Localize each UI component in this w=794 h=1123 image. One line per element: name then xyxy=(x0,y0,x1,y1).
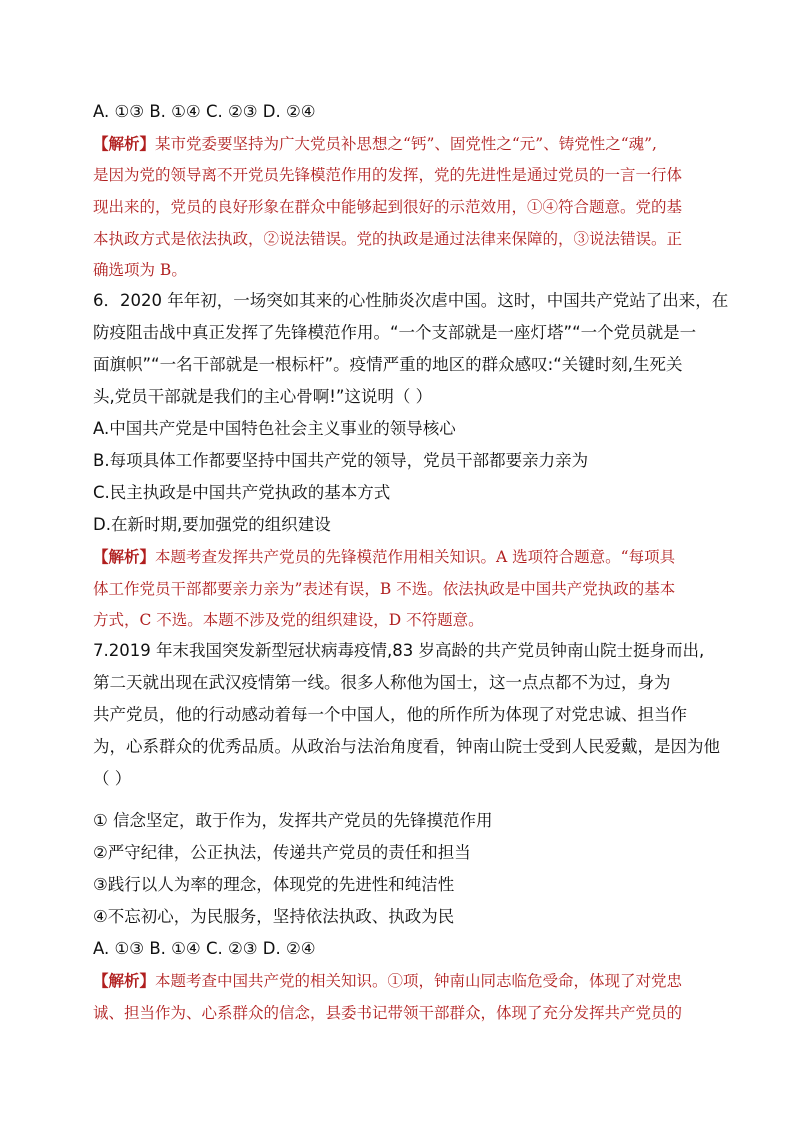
q6-option-b: B.每项具体工作都要坚持中国共产党的领导，党员干部都要亲力亲为 xyxy=(93,451,589,470)
q6-explanation-line-1 xyxy=(93,546,675,568)
q6-explanation-line-2: 体工作党员干部都要亲力亲为”表述有误，B 不选。依法执政是中国共产党执政的基本 xyxy=(93,580,676,598)
q7-item-2: ②严守纪律，公正执法，传递共产党员的责任和担当 xyxy=(93,843,471,862)
q6-stem-line-3: 面旗帜”“一名干部就是一根标杆”。疫情严重的地区的群众感叹:“关键时刻,生死关 xyxy=(93,355,683,374)
q7-item-3: ③践行以人为率的理念，体现党的先进性和纯洁性 xyxy=(93,875,455,894)
q7-stem-line-3: 共产党员，他的行动感动着每一个中国人，他的所作所为体现了对党忠诚、担当作 xyxy=(93,705,687,724)
q5-explanation-line-5: 确选项为 B。 xyxy=(93,261,187,279)
q7-options: A. ①③ B. ①④ C. ②③ D. ②④ xyxy=(93,939,316,958)
q5-explanation-line-4: 本执政方式是依法执政，②说法错误。党的执政是通过法律来保障的，③说法错误。正 xyxy=(93,230,683,248)
q5-explanation-line-3: 现出来的，党员的良好形象在群众中能够起到很好的示范效用，①④符合题意。党的基 xyxy=(93,198,683,216)
q5-options: A. ①③ B. ①④ C. ②③ D. ②④ xyxy=(93,102,316,121)
q6-option-a: A.中国共产党是中国特色社会主义事业的领导核心 xyxy=(93,419,456,438)
explanation-tag: 【解析】 xyxy=(93,971,156,990)
q6-stem-line-4: 头,党员干部就是我们的主心骨啊!”这说明（ ） xyxy=(93,387,433,406)
q7-explanation-line-2: 诚、担当作为、心系群众的信念，县委书记带领干部群众，体现了充分发挥共产党员的 xyxy=(93,1004,683,1022)
q6-stem-line-1: 6．2020 年年初，一场突如其来的心性肺炎次虐中国。这时，中国共产党站了出来，在 xyxy=(93,291,729,310)
explanation-text: 本题考查中国共产党的相关知识。①项，钟南山同志临危受命，体现了对党忠 xyxy=(155,972,683,990)
q7-stem-line-2: 第二天就出现在武汉疫情第一线。很多人称他为国士，这一点点都不为过，身为 xyxy=(93,673,671,692)
q5-explanation-line-2: 是因为党的领导离不开党员先锋模范作用的发挥，党的先进性是通过党员的一言一行体 xyxy=(93,166,683,184)
q6-explanation-line-3: 方式，C 不选。本题不涉及党的组织建设，D 不符题意。 xyxy=(93,611,484,629)
explanation-tag: 【解析】 xyxy=(93,547,156,566)
q7-stem-line-4: 为，心系群众的优秀品质。从政治与法治角度看，钟南山院士受到人民爱戴，是因为他 xyxy=(93,737,720,756)
q7-explanation-line-1 xyxy=(93,970,682,992)
q6-stem-line-2: 防疫阻击战中真正发挥了先锋模范作用。“一个支部就是一座灯塔”“一个党员就是一 xyxy=(93,323,697,342)
q6-option-c: C.民主执政是中国共产党执政的基本方式 xyxy=(93,483,391,502)
q7-item-4: ④不忘初心，为民服务，坚持依法执政、执政为民 xyxy=(93,907,455,926)
q7-answer-blank: （ ） xyxy=(93,769,132,788)
explanation-tag: 【解析】 xyxy=(93,134,156,153)
explanation-text: 某市党委要坚持为广大党员补思想之“钙”、固党性之“元”、铸党性之“魂”, xyxy=(155,135,657,153)
q6-option-d: D.在新时期,要加强党的组织建设 xyxy=(93,515,331,534)
explanation-text: 本题考查发挥共产党员的先锋模范作用相关知识。A 选项符合题意。“每项具 xyxy=(155,548,676,566)
q5-explanation-line-1 xyxy=(93,133,657,155)
q7-item-1: ① 信念坚定，敢于作为，发挥共产党员的先锋摸范作用 xyxy=(93,811,493,830)
q7-stem-line-1: 7.2019 年末我国突发新型冠状病毒疫情,83 岁高龄的共产党员钟南山院士挺身而出, xyxy=(93,641,705,660)
